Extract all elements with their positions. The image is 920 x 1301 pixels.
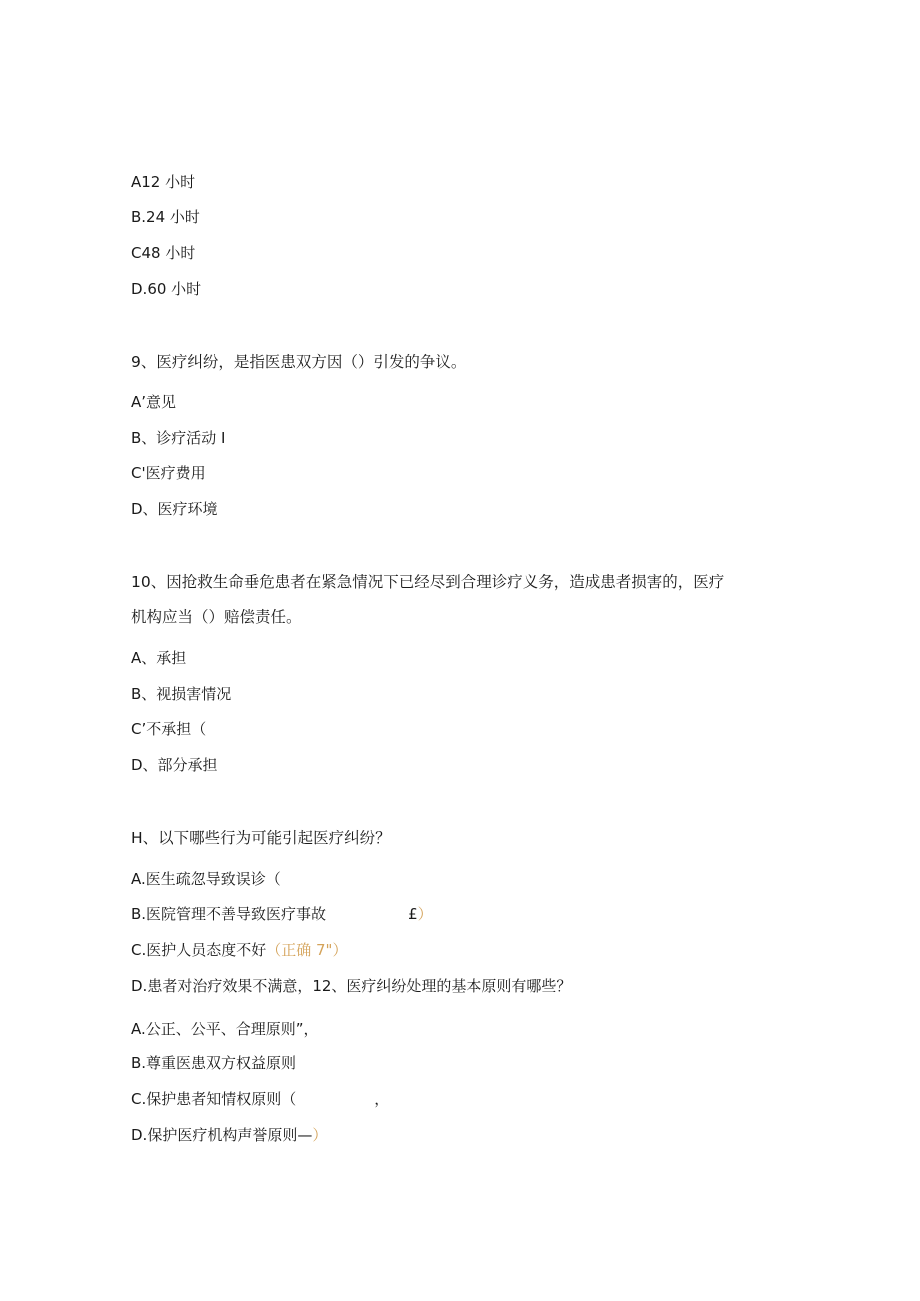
q8-option-c: C48 小时 xyxy=(131,244,196,262)
q11-question: H、以下哪些行为可能引起医疗纠纷？ xyxy=(131,829,391,847)
q9-option-c: C'医疗费用 xyxy=(131,464,206,482)
q11-option-d: D.患者对治疗效果不满意，12、医疗纠纷处理的基本原则有哪些？ xyxy=(131,977,572,995)
q11-option-c-text: C.医护人员态度不好 xyxy=(131,941,267,959)
q11-option-c xyxy=(131,940,347,960)
q10-question-line1: 10、因抢救生命垂危患者在紧急情况下已经尽到合理诊疗义务，造成患者损害的，医疗 xyxy=(131,573,725,591)
q12-option-c-text: C.保护患者知情权原则（ xyxy=(131,1090,297,1108)
q10-option-b: B、视损害情况 xyxy=(131,685,232,703)
q11-option-b-mark: £ xyxy=(408,905,418,923)
q9-question: 9、医疗纠纷，是指医患双方因（）引发的争议。 xyxy=(131,353,467,371)
q10-option-c: C’不承担（ xyxy=(131,720,207,738)
q11-option-b xyxy=(131,904,433,924)
q10-option-d: D、部分承担 xyxy=(131,756,218,774)
q12-option-b: B.尊重医患双方权益原则 xyxy=(131,1054,297,1072)
q10-option-a: A、承担 xyxy=(131,649,187,667)
q12-option-d xyxy=(131,1125,327,1145)
q12-option-d-text: D.保护医疗机构声誉原则— xyxy=(131,1126,313,1144)
q9-option-d: D、医疗环境 xyxy=(131,500,218,518)
q11-option-a: A.医生疏忽导致误诊（ xyxy=(131,870,281,888)
q11-option-b-paren: ） xyxy=(417,905,433,923)
q10-question-line2: 机构应当（）赔偿责任。 xyxy=(131,608,302,626)
q8-option-a: A12 小时 xyxy=(131,173,196,191)
q8-option-d: D.60 小时 xyxy=(131,280,202,298)
q12-option-a: A.公正、公平、合理原则”， xyxy=(131,1020,319,1038)
q11-option-b-text: B.医院管理不善导致医疗事故 xyxy=(131,905,327,923)
q12-option-c-tail: ， xyxy=(374,1090,390,1108)
q9-option-b: B、诊疗活动 I xyxy=(131,429,226,447)
q11-option-c-mark: （正确 7"） xyxy=(266,941,348,959)
q9-option-a: A’意见 xyxy=(131,393,177,411)
q8-option-b: B.24 小时 xyxy=(131,208,200,226)
q12-option-c xyxy=(131,1089,389,1109)
q12-option-d-mark: ） xyxy=(312,1126,328,1144)
